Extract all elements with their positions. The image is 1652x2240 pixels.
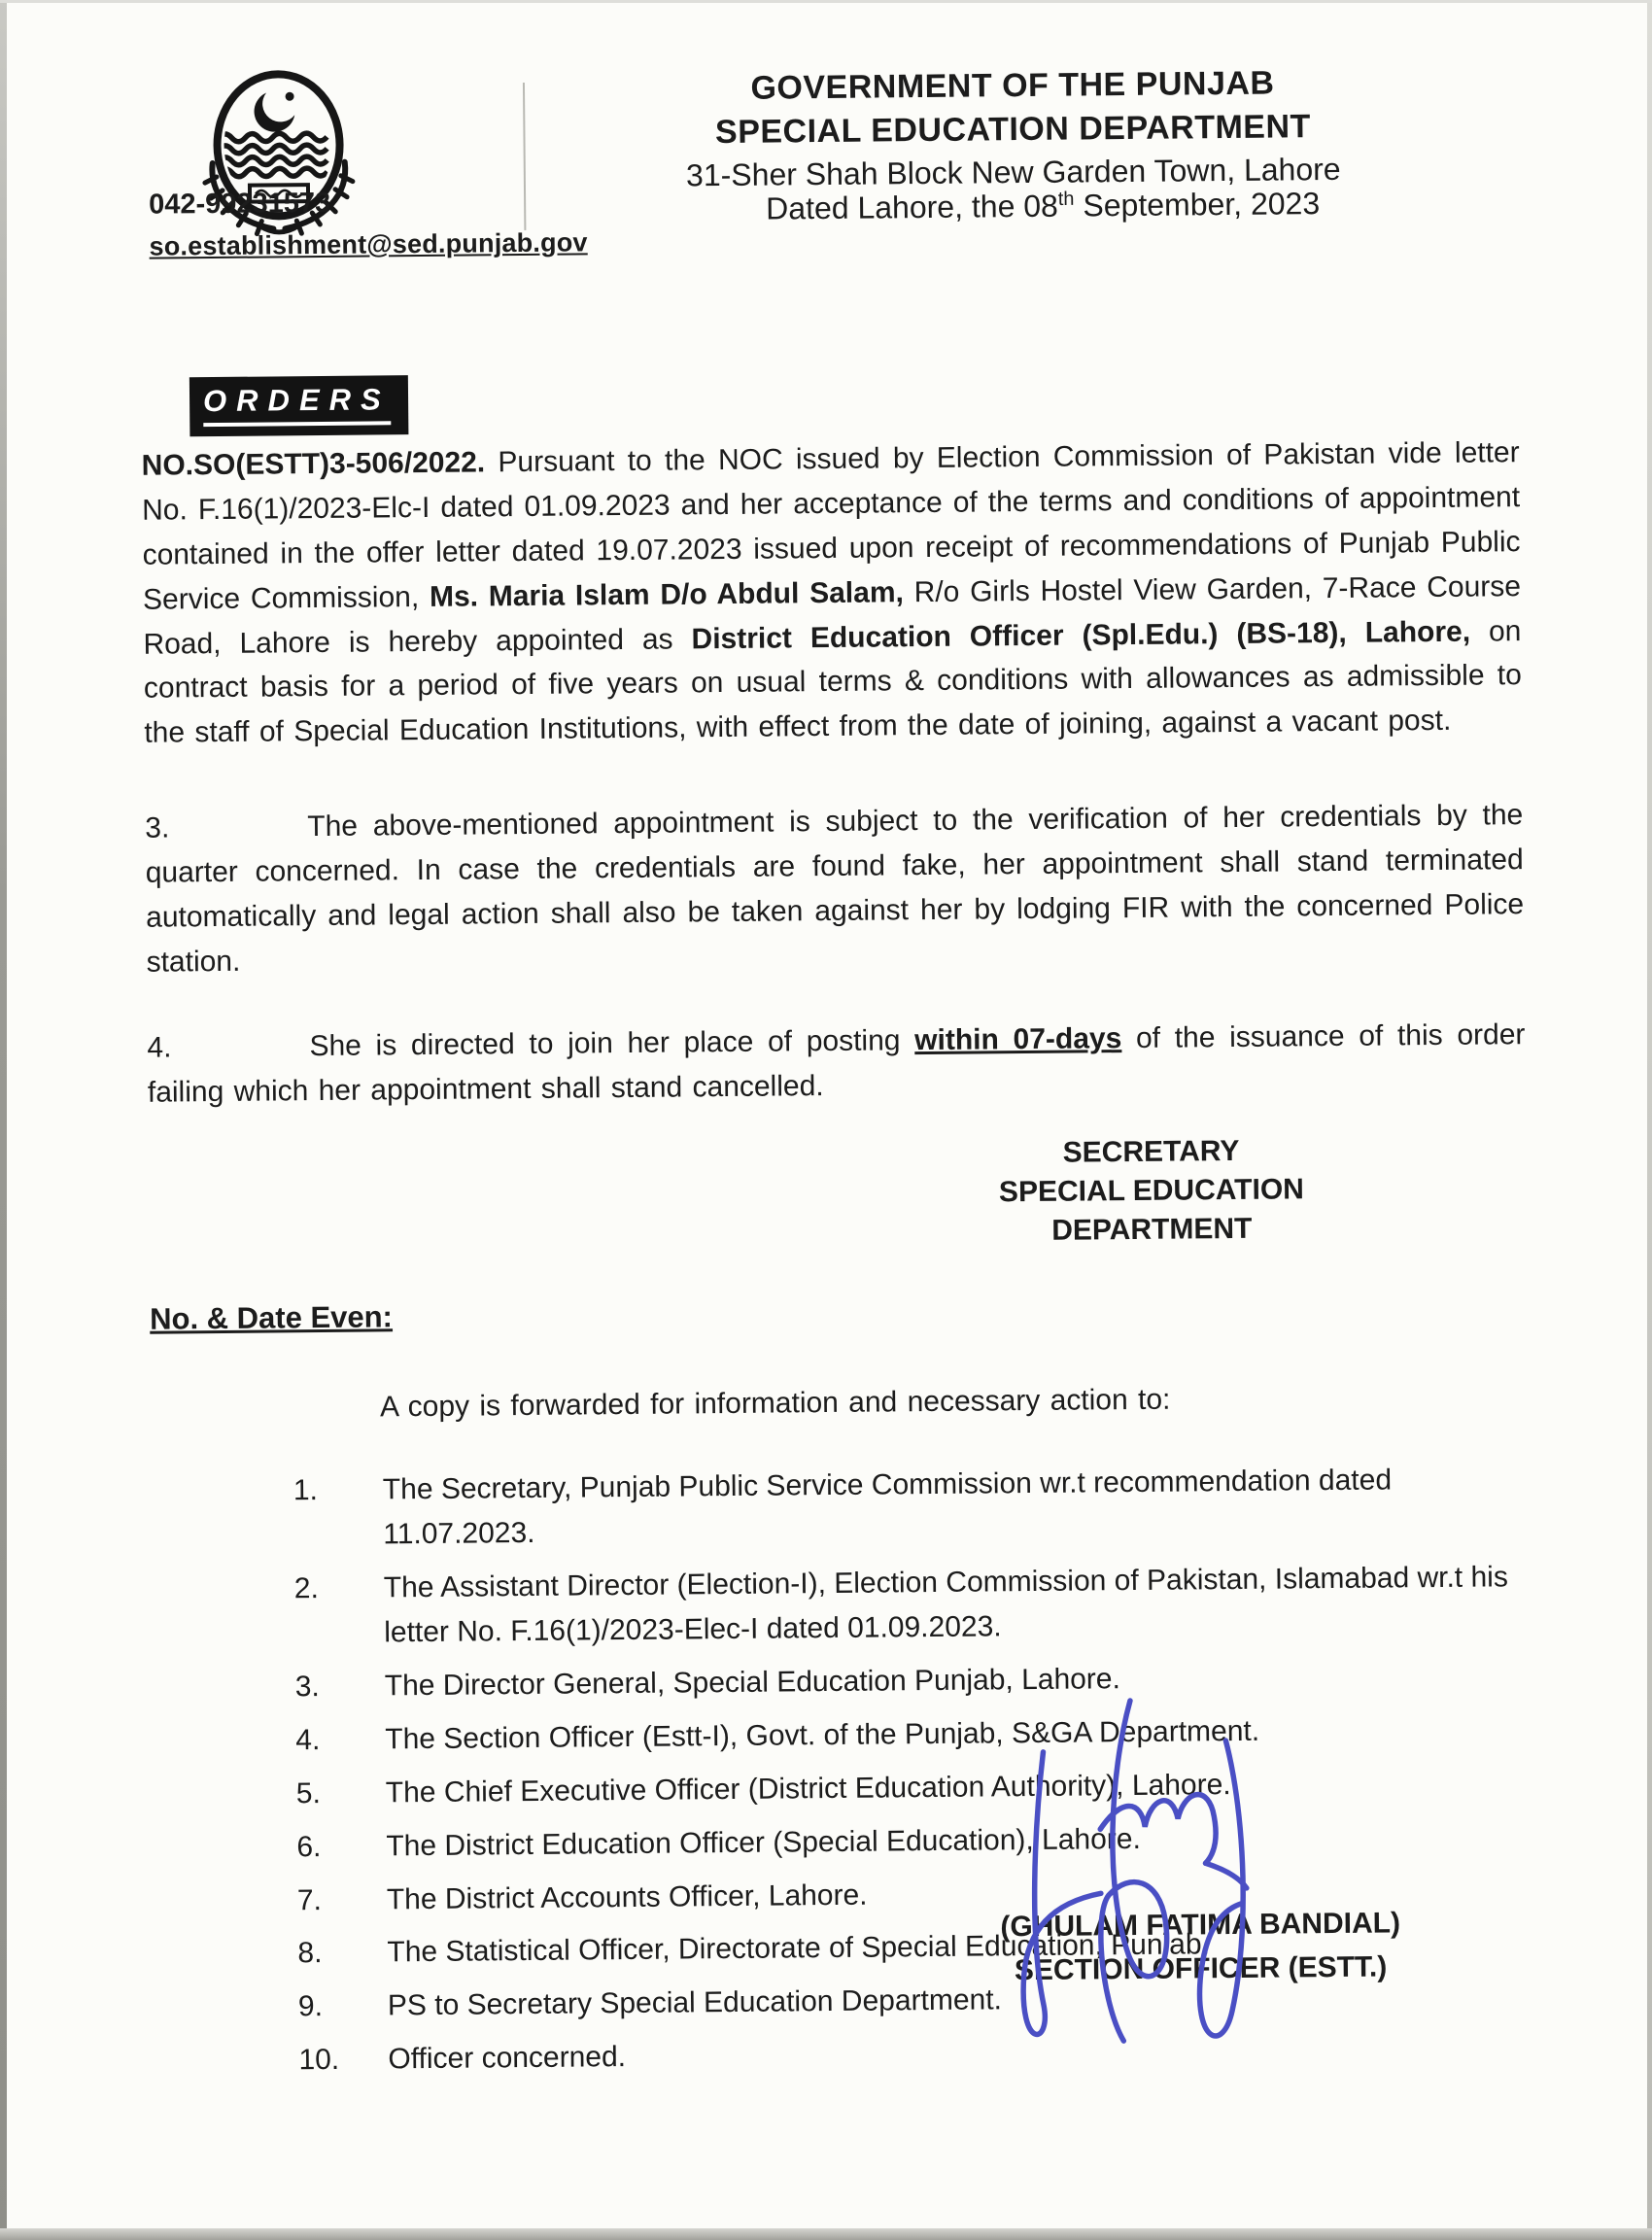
signatory-line-1: SECRETARY bbox=[1062, 1134, 1240, 1169]
item-number: 7. bbox=[296, 1883, 323, 1916]
tab-spacer bbox=[169, 836, 307, 837]
list-item bbox=[295, 1706, 1532, 1763]
paragraph-3 bbox=[145, 793, 1525, 984]
date-line bbox=[673, 185, 1412, 227]
date-suffix: September, 2023 bbox=[1074, 186, 1321, 224]
letterhead-divider-line bbox=[523, 83, 526, 230]
paragraph-4-text-before: She is directed to join her place of posting bbox=[309, 1023, 915, 1062]
item-number: 10. bbox=[298, 2044, 340, 2077]
phone-number: 042-99231573 bbox=[148, 187, 331, 221]
list-item bbox=[294, 1555, 1532, 1656]
item-text: The Director General, Special Education Punjab, Lahore. bbox=[384, 1663, 1121, 1703]
paragraph-4 bbox=[147, 1013, 1526, 1115]
order-text-2: R/o Girls Hostel View Garden, 7-Race Course Road, Lahore is hereby appointed as bbox=[143, 569, 1522, 661]
paragraph-3-number: 3. bbox=[145, 811, 170, 844]
item-text: The District Education Officer (Special Education), Lahore. bbox=[386, 1822, 1141, 1863]
appointment-post: District Education Officer (Spl.Edu.) (BS-18), Lahore, bbox=[691, 615, 1471, 655]
item-number: 8. bbox=[297, 1937, 323, 1970]
handwritten-signature bbox=[984, 1681, 1309, 2078]
item-number: 5. bbox=[295, 1776, 322, 1810]
list-item bbox=[296, 1813, 1532, 1870]
order-reference-number: NO.SO(ESTT)3-506/2022. bbox=[141, 446, 486, 482]
item-number: 4. bbox=[295, 1723, 321, 1757]
signature-ink-icon bbox=[984, 1681, 1309, 2073]
item-text: The Assistant Director (Election-I), Election Commission of Pakistan, Islamabad wr.t his letter No. F.16(1)/2023-Elec-I dated 01.09.2023. bbox=[383, 1561, 1509, 1649]
date-prefix: Dated Lahore, the 08 bbox=[766, 188, 1059, 226]
order-text-3: on contract basis for a period of five years on usual terms & conditions with allowances as admissible to the staff of Special Education Institutions, with effect from the date of joining, against a vacant post. bbox=[143, 614, 1523, 750]
item-number: 1. bbox=[293, 1474, 319, 1507]
list-item bbox=[295, 1653, 1532, 1709]
item-text: The District Accounts Officer, Lahore. bbox=[386, 1878, 868, 1915]
list-item bbox=[293, 1458, 1531, 1559]
letterhead bbox=[575, 60, 1451, 197]
item-text: The Section Officer (Estt-I), Govt. of the Punjab, S&GA Department. bbox=[385, 1714, 1260, 1756]
paragraph-4-number: 4. bbox=[147, 1031, 172, 1064]
item-text: PS to Secretary Special Education Department. bbox=[387, 1983, 1003, 2022]
item-number: 2. bbox=[293, 1572, 320, 1605]
signatory-designation-block bbox=[976, 1131, 1326, 1252]
item-number: 6. bbox=[296, 1830, 322, 1863]
item-text: The Secretary, Punjab Public Service Commission wr.t recommendation dated 11.07.2023. bbox=[382, 1464, 1393, 1551]
signatory-name: (GHULAM FATIMA BANDIAL) bbox=[1000, 1907, 1401, 1944]
paragraph-4-text-after: of the issuance of this order failing which her appointment shall stand cancelled. bbox=[147, 1017, 1526, 1109]
list-item bbox=[296, 1760, 1532, 1816]
orders-heading-text: ORDERS bbox=[203, 382, 391, 427]
tab-spacer bbox=[172, 1055, 310, 1056]
email-address: so.establishment@sed.punjab.gov bbox=[149, 227, 588, 261]
item-text: The Statistical Officer, Directorate of Special Education, Punjab. bbox=[387, 1928, 1211, 1969]
department-address: 31-Sher Shah Block New Garden Town, Lahore bbox=[685, 151, 1341, 193]
paragraph-3-text: The above-mentioned appointment is subject to the verification of her credentials by the quarter concerned. In case the credentials are found fake, her appointment shall stand terminated automatically and legal action shall also be taken against her by lodging FIR with the concerned Police station. bbox=[145, 799, 1525, 979]
signatory-line-2: SPECIAL EDUCATION bbox=[998, 1173, 1305, 1209]
item-number: 3. bbox=[294, 1671, 320, 1704]
distribution-intro: A copy is forwarded for information and necessary action to: bbox=[379, 1383, 1171, 1423]
appointee-name: Ms. Maria Islam D/o Abdul Salam, bbox=[429, 575, 905, 613]
signatory-line-3: DEPARTMENT bbox=[1051, 1212, 1253, 1247]
orders-heading bbox=[189, 375, 408, 436]
department-title: SPECIAL EDUCATION DEPARTMENT bbox=[714, 108, 1312, 151]
item-number: 9. bbox=[297, 1990, 324, 2023]
order-body bbox=[142, 431, 1535, 2093]
item-text: The Chief Executive Officer (District Education Authority), Lahore. bbox=[385, 1768, 1231, 1809]
government-title: GOVERNMENT OF THE PUNJAB bbox=[750, 64, 1275, 107]
number-and-date-heading: No. & Date Even: bbox=[149, 1299, 394, 1336]
item-text: Officer concerned. bbox=[388, 2041, 627, 2076]
list-item bbox=[298, 2026, 1534, 2083]
date-ordinal-suffix: th bbox=[1057, 188, 1075, 211]
order-text-1: Pursuant to the NOC issued by Election Commission of Pakistan vide letter No. F.16(1)/2023-Elc-I dated 01.09.2023 and her acceptance of the terms and conditions of appointment contained in the offer letter dated 19.07.2023 issued upon receipt of recommendations of Punjab Public Service Commission, bbox=[141, 436, 1521, 616]
signatory-title: SECTION OFFICER (ESTT.) bbox=[1014, 1950, 1388, 1987]
order-main-paragraph bbox=[142, 431, 1523, 756]
joining-deadline: within 07-days bbox=[914, 1021, 1122, 1056]
